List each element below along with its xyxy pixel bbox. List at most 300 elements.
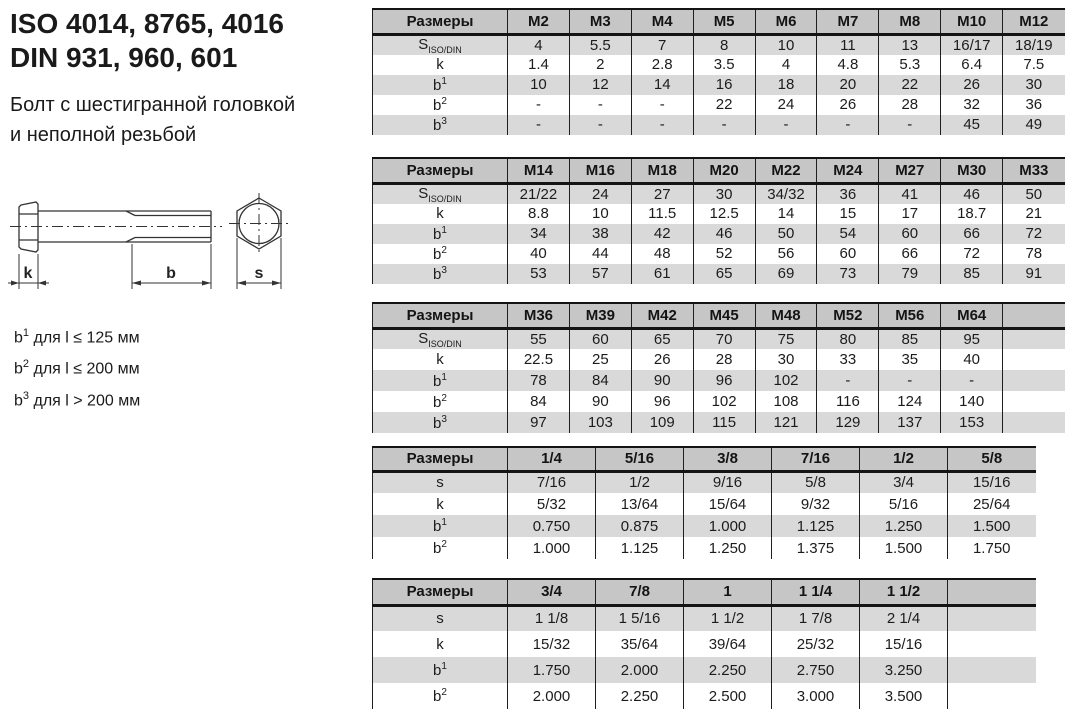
row-label: s — [373, 605, 508, 631]
row-label: $b^2$ — [373, 537, 508, 559]
size-column-header: M16 — [569, 158, 631, 183]
dim-k-arrow-right — [38, 281, 46, 286]
value-cell: 1.375 — [772, 537, 860, 559]
value-cell: 15/64 — [684, 493, 772, 515]
value-cell: 60 — [817, 244, 879, 264]
size-column-header: 1 — [684, 579, 772, 605]
value-cell: 14 — [631, 75, 693, 95]
header-row — [373, 9, 1065, 34]
value-cell: - — [508, 115, 570, 135]
table-metric-m2-m12 — [372, 8, 1065, 135]
row-label: $S_{ISO/DIN}$ — [373, 34, 508, 55]
value-cell: 16/17 — [941, 34, 1003, 55]
sizes-header: Размеры — [373, 9, 508, 34]
value-cell: 1.250 — [860, 515, 948, 537]
size-column-header: 1/4 — [508, 447, 596, 471]
row-label: $b^1$ — [373, 657, 508, 683]
value-cell: 18.7 — [941, 204, 1003, 224]
value-cell: 53 — [508, 264, 570, 284]
row-label: $b^1$ — [373, 515, 508, 537]
value-cell: 1.000 — [508, 537, 596, 559]
sizes-header: Размеры — [373, 303, 508, 328]
value-cell: 15/16 — [948, 471, 1036, 493]
size-column-header: M12 — [1003, 9, 1065, 34]
value-cell: 116 — [817, 391, 879, 412]
imperial-quarter-to-fiveeighths — [372, 446, 1036, 559]
value-cell: 60 — [879, 224, 941, 244]
row-label: $b^3$ — [373, 412, 508, 433]
description-line-2: и неполной резьбой — [10, 124, 197, 146]
size-column-header: M33 — [1003, 158, 1065, 183]
value-cell — [948, 605, 1036, 631]
value-cell: 2 — [569, 55, 631, 75]
value-cell: 66 — [941, 224, 1003, 244]
row-label: $b^1$ — [373, 75, 508, 95]
value-cell: 69 — [755, 264, 817, 284]
value-cell: 4 — [755, 55, 817, 75]
value-cell: 38 — [569, 224, 631, 244]
size-column-header: M48 — [755, 303, 817, 328]
size-column-header: 1 1/4 — [772, 579, 860, 605]
value-cell: 5.5 — [569, 34, 631, 55]
value-cell: 5/32 — [508, 493, 596, 515]
value-cell: 137 — [879, 412, 941, 433]
value-cell: 1.4 — [508, 55, 570, 75]
value-cell: 5/16 — [860, 493, 948, 515]
value-cell: 50 — [1003, 183, 1065, 204]
value-cell: 153 — [941, 412, 1003, 433]
value-cell: 5.3 — [879, 55, 941, 75]
dim-s-arrow-left — [237, 281, 246, 286]
value-cell: - — [631, 115, 693, 135]
value-cell: 25 — [569, 349, 631, 370]
size-column-header: M24 — [817, 158, 879, 183]
value-cell: 33 — [817, 349, 879, 370]
note-b1: $b^1$ для l ≤ 125 мм — [14, 327, 140, 347]
table-row — [373, 537, 1036, 559]
value-cell: - — [817, 115, 879, 135]
value-cell: 6.4 — [941, 55, 1003, 75]
value-cell: 54 — [817, 224, 879, 244]
value-cell: - — [508, 95, 570, 115]
value-cell: 7/16 — [508, 471, 596, 493]
value-cell: 2 1/4 — [860, 605, 948, 631]
value-cell: 85 — [879, 328, 941, 349]
table-row — [373, 657, 1036, 683]
value-cell: 1.750 — [508, 657, 596, 683]
header-row — [373, 303, 1065, 328]
size-column-header: M30 — [941, 158, 1003, 183]
value-cell: 41 — [879, 183, 941, 204]
value-cell: 24 — [569, 183, 631, 204]
value-cell: - — [817, 370, 879, 391]
value-cell: 9/16 — [684, 471, 772, 493]
value-cell: 78 — [508, 370, 570, 391]
table-metric-m14-m33 — [372, 157, 1065, 284]
value-cell: 22 — [879, 75, 941, 95]
table-metric-m36-m64 — [372, 302, 1065, 433]
table-row — [373, 412, 1065, 433]
empty-column-header — [948, 579, 1036, 605]
value-cell: 115 — [693, 412, 755, 433]
value-cell: 15/16 — [860, 631, 948, 657]
dim-k-arrow-left — [11, 281, 19, 286]
value-cell: 7 — [631, 34, 693, 55]
dim-b-arrow-left — [132, 281, 141, 286]
value-cell: - — [755, 115, 817, 135]
value-cell: 4.8 — [817, 55, 879, 75]
table-row — [373, 391, 1065, 412]
value-cell: - — [879, 370, 941, 391]
value-cell: 7.5 — [1003, 55, 1065, 75]
row-label: $b^1$ — [373, 224, 508, 244]
value-cell: 75 — [755, 328, 817, 349]
size-column-header: M7 — [817, 9, 879, 34]
row-label: k — [373, 493, 508, 515]
value-cell: 2.250 — [684, 657, 772, 683]
value-cell: 45 — [941, 115, 1003, 135]
value-cell: 28 — [693, 349, 755, 370]
value-cell: 84 — [569, 370, 631, 391]
metric-m14-m33 — [372, 157, 1065, 284]
size-column-header: 3/8 — [684, 447, 772, 471]
value-cell: 26 — [631, 349, 693, 370]
row-label: $b^2$ — [373, 95, 508, 115]
size-column-header: M52 — [817, 303, 879, 328]
value-cell: 3.5 — [693, 55, 755, 75]
value-cell: 36 — [817, 183, 879, 204]
dim-label-k: k — [23, 265, 33, 282]
size-column-header: M64 — [941, 303, 1003, 328]
value-cell: 96 — [631, 391, 693, 412]
size-column-header: M36 — [508, 303, 570, 328]
value-cell: 78 — [1003, 244, 1065, 264]
size-column-header: M56 — [879, 303, 941, 328]
size-column-header: M6 — [755, 9, 817, 34]
value-cell: 30 — [693, 183, 755, 204]
value-cell: 66 — [879, 244, 941, 264]
value-cell: 21/22 — [508, 183, 570, 204]
value-cell: 79 — [879, 264, 941, 284]
value-cell: 1.500 — [948, 515, 1036, 537]
value-cell: 15/32 — [508, 631, 596, 657]
value-cell: 40 — [941, 349, 1003, 370]
dim-s-arrow-right — [272, 281, 281, 286]
value-cell: 18 — [755, 75, 817, 95]
row-label: $b^3$ — [373, 264, 508, 284]
value-cell: 46 — [693, 224, 755, 244]
table-imperial-small — [372, 446, 1036, 559]
row-label: $b^2$ — [373, 391, 508, 412]
size-column-header: 3/4 — [508, 579, 596, 605]
value-cell: 10 — [508, 75, 570, 95]
value-cell: 17 — [879, 204, 941, 224]
value-cell: 12 — [569, 75, 631, 95]
value-cell: - — [631, 95, 693, 115]
table-row — [373, 75, 1065, 95]
value-cell: 40 — [508, 244, 570, 264]
table-row — [373, 631, 1036, 657]
value-cell: 12.5 — [693, 204, 755, 224]
table-row — [373, 244, 1065, 264]
table-row — [373, 204, 1065, 224]
value-cell: 2.000 — [596, 657, 684, 683]
size-column-header: M22 — [755, 158, 817, 183]
table-row — [373, 183, 1065, 204]
value-cell: 70 — [693, 328, 755, 349]
table-row — [373, 55, 1065, 75]
empty-column-header — [1003, 303, 1065, 328]
bolt-drawing-svg — [8, 190, 348, 310]
size-column-header: M27 — [879, 158, 941, 183]
row-label: k — [373, 349, 508, 370]
value-cell: 65 — [631, 328, 693, 349]
value-cell: 28 — [879, 95, 941, 115]
size-column-header: M8 — [879, 9, 941, 34]
value-cell: 129 — [817, 412, 879, 433]
description-line-1: Болт с шестигранной головкой — [10, 94, 296, 116]
table-row — [373, 34, 1065, 55]
value-cell: 91 — [1003, 264, 1065, 284]
dim-b-arrow-right — [202, 281, 211, 286]
value-cell: 30 — [1003, 75, 1065, 95]
value-cell: 27 — [631, 183, 693, 204]
value-cell: 2.500 — [684, 683, 772, 709]
bolt-technical-drawing — [8, 190, 348, 315]
value-cell: 34 — [508, 224, 570, 244]
value-cell: 8.8 — [508, 204, 570, 224]
value-cell: 1.250 — [684, 537, 772, 559]
note-b3: $b^3$ для l > 200 мм — [14, 389, 141, 409]
value-cell: 36 — [1003, 95, 1065, 115]
value-cell: 13 — [879, 34, 941, 55]
value-cell: 8 — [693, 34, 755, 55]
value-cell — [948, 631, 1036, 657]
iso-standards-title: ISO 4014, 8765, 4016 — [10, 8, 284, 39]
value-cell: 1 5/16 — [596, 605, 684, 631]
sizes-header: Размеры — [373, 158, 508, 183]
table-row — [373, 115, 1065, 135]
size-column-header: M2 — [508, 9, 570, 34]
value-cell: 84 — [508, 391, 570, 412]
value-cell: 56 — [755, 244, 817, 264]
value-cell: 1.500 — [860, 537, 948, 559]
value-cell: - — [879, 115, 941, 135]
metric-m2-m12 — [372, 8, 1065, 135]
value-cell: 96 — [693, 370, 755, 391]
value-cell: 25/64 — [948, 493, 1036, 515]
value-cell — [1003, 391, 1065, 412]
table-row — [373, 95, 1065, 115]
value-cell: 22 — [693, 95, 755, 115]
value-cell — [1003, 370, 1065, 391]
value-cell: - — [693, 115, 755, 135]
value-cell: 85 — [941, 264, 1003, 284]
value-cell: 1.125 — [772, 515, 860, 537]
value-cell: - — [941, 370, 1003, 391]
value-cell: 13/64 — [596, 493, 684, 515]
value-cell: 124 — [879, 391, 941, 412]
size-column-header: M42 — [631, 303, 693, 328]
value-cell — [1003, 349, 1065, 370]
row-label: k — [373, 631, 508, 657]
header-row — [373, 579, 1036, 605]
value-cell: 80 — [817, 328, 879, 349]
value-cell: 20 — [817, 75, 879, 95]
value-cell: 16 — [693, 75, 755, 95]
header-row — [373, 158, 1065, 183]
row-label: k — [373, 204, 508, 224]
value-cell: 57 — [569, 264, 631, 284]
value-cell: - — [569, 115, 631, 135]
value-cell: 35/64 — [596, 631, 684, 657]
row-label: s — [373, 471, 508, 493]
table-row — [373, 515, 1036, 537]
metric-m36-m64 — [372, 302, 1065, 433]
value-cell: 72 — [941, 244, 1003, 264]
size-column-header: 5/16 — [596, 447, 684, 471]
value-cell: 60 — [569, 328, 631, 349]
value-cell: 52 — [693, 244, 755, 264]
size-column-header: M4 — [631, 9, 693, 34]
value-cell: 18/19 — [1003, 34, 1065, 55]
value-cell: 24 — [755, 95, 817, 115]
value-cell: 22.5 — [508, 349, 570, 370]
table-row — [373, 370, 1065, 391]
size-column-header: M18 — [631, 158, 693, 183]
value-cell: 10 — [569, 204, 631, 224]
value-cell: 14 — [755, 204, 817, 224]
value-cell — [948, 657, 1036, 683]
row-label: $b^1$ — [373, 370, 508, 391]
value-cell: 48 — [631, 244, 693, 264]
value-cell — [1003, 328, 1065, 349]
row-label: $b^2$ — [373, 244, 508, 264]
size-column-header: M39 — [569, 303, 631, 328]
value-cell: 5/8 — [772, 471, 860, 493]
note-b2: $b^2$ для l ≤ 200 мм — [14, 358, 140, 378]
din-standards-title: DIN 931, 960, 601 — [10, 42, 238, 73]
value-cell: 1 1/2 — [684, 605, 772, 631]
value-cell: 35 — [879, 349, 941, 370]
value-cell: 102 — [693, 391, 755, 412]
value-cell: 2.750 — [772, 657, 860, 683]
value-cell: 1/2 — [596, 471, 684, 493]
value-cell: 3.500 — [860, 683, 948, 709]
value-cell: 1 7/8 — [772, 605, 860, 631]
value-cell: 1 1/8 — [508, 605, 596, 631]
table-row — [373, 224, 1065, 244]
table-row — [373, 471, 1036, 493]
dim-label-b: b — [166, 265, 176, 282]
value-cell: 72 — [1003, 224, 1065, 244]
size-column-header: 7/16 — [772, 447, 860, 471]
row-label: $b^3$ — [373, 115, 508, 135]
value-cell: 65 — [693, 264, 755, 284]
value-cell: 32 — [941, 95, 1003, 115]
value-cell: 46 — [941, 183, 1003, 204]
value-cell: 26 — [941, 75, 1003, 95]
value-cell: 9/32 — [772, 493, 860, 515]
value-cell: 49 — [1003, 115, 1065, 135]
value-cell: 39/64 — [684, 631, 772, 657]
value-cell: 3.250 — [860, 657, 948, 683]
sizes-header: Размеры — [373, 447, 508, 471]
value-cell: 50 — [755, 224, 817, 244]
sizes-header: Размеры — [373, 579, 508, 605]
table-row — [373, 328, 1065, 349]
value-cell: 25/32 — [772, 631, 860, 657]
size-column-header: M10 — [941, 9, 1003, 34]
value-cell: 121 — [755, 412, 817, 433]
value-cell — [948, 683, 1036, 709]
value-cell: 4 — [508, 34, 570, 55]
value-cell: 11 — [817, 34, 879, 55]
value-cell: 109 — [631, 412, 693, 433]
value-cell: 0.875 — [596, 515, 684, 537]
value-cell: 1.000 — [684, 515, 772, 537]
value-cell: 1.750 — [948, 537, 1036, 559]
row-label: k — [373, 55, 508, 75]
value-cell: 95 — [941, 328, 1003, 349]
value-cell — [1003, 412, 1065, 433]
size-column-header: M3 — [569, 9, 631, 34]
table-row — [373, 683, 1036, 709]
value-cell: 30 — [755, 349, 817, 370]
table-row — [373, 493, 1036, 515]
value-cell: 2.8 — [631, 55, 693, 75]
table-row — [373, 605, 1036, 631]
value-cell: 140 — [941, 391, 1003, 412]
value-cell: 102 — [755, 370, 817, 391]
value-cell: 97 — [508, 412, 570, 433]
value-cell: 15 — [817, 204, 879, 224]
imperial-threequarter-to-oneandhalf — [372, 578, 1036, 709]
table-row — [373, 264, 1065, 284]
value-cell: 108 — [755, 391, 817, 412]
size-column-header: 7/8 — [596, 579, 684, 605]
value-cell: 21 — [1003, 204, 1065, 224]
value-cell: 44 — [569, 244, 631, 264]
value-cell: 73 — [817, 264, 879, 284]
header-row — [373, 447, 1036, 471]
size-column-header: 1/2 — [860, 447, 948, 471]
value-cell: 34/32 — [755, 183, 817, 204]
length-notes — [14, 320, 140, 414]
value-cell: 3.000 — [772, 683, 860, 709]
value-cell: 42 — [631, 224, 693, 244]
value-cell: 90 — [569, 391, 631, 412]
row-label: $b^2$ — [373, 683, 508, 709]
value-cell: 11.5 — [631, 204, 693, 224]
value-cell: 3/4 — [860, 471, 948, 493]
value-cell: 103 — [569, 412, 631, 433]
value-cell: 61 — [631, 264, 693, 284]
size-column-header: 5/8 — [948, 447, 1036, 471]
row-label: $S_{ISO/DIN}$ — [373, 328, 508, 349]
size-column-header: M5 — [693, 9, 755, 34]
value-cell: - — [569, 95, 631, 115]
size-column-header: M14 — [508, 158, 570, 183]
value-cell: 55 — [508, 328, 570, 349]
value-cell: 26 — [817, 95, 879, 115]
size-column-header: M45 — [693, 303, 755, 328]
size-column-header: 1 1/2 — [860, 579, 948, 605]
value-cell: 2.250 — [596, 683, 684, 709]
value-cell: 1.125 — [596, 537, 684, 559]
dim-label-s: s — [254, 265, 264, 282]
value-cell: 0.750 — [508, 515, 596, 537]
